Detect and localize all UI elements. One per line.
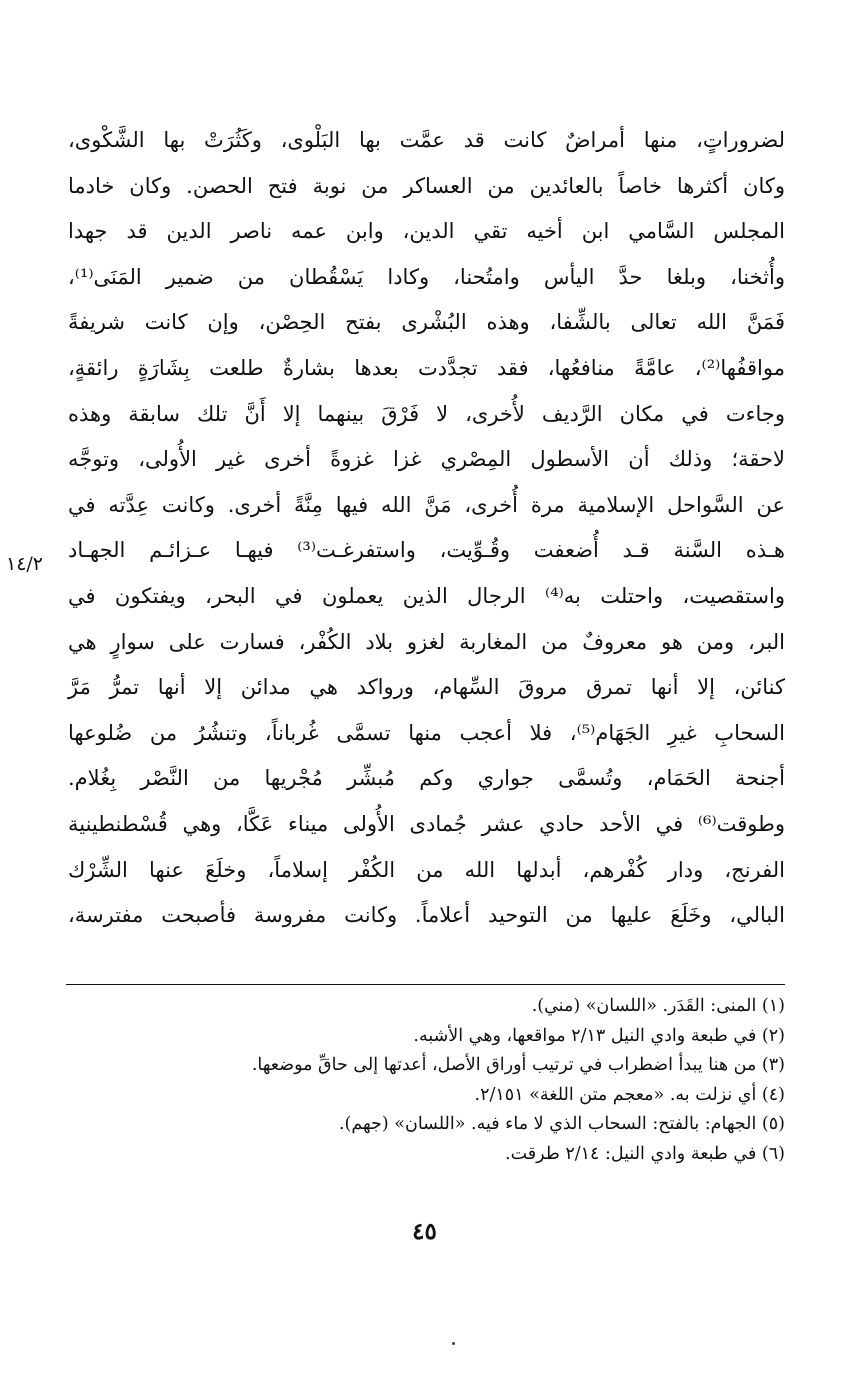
text-line: البر، ومن هو معروفٌ من المغاربة لغزو بلاد الكُفْر، فسارت على سوارٍ هي xyxy=(68,629,785,654)
text-line: عن السَّواحل الإسلامية مرة أُخرى، مَنَّ الله فيها مِنَّةً أخرى. وكانت عِدَّته في xyxy=(68,492,785,517)
main-text xyxy=(68,118,785,939)
footnote: (٣) من هنا يبدأ اضطراب في ترتيب أوراق الأصل، أعدتها إلى حاقِّ موضعها. xyxy=(251,1055,785,1075)
text-line: وكان أكثرها خاصاً بالعائدين من العساكر من نوبة فتح الحصن. وكان خادما xyxy=(68,173,785,198)
margin-reference: ١٤/٢ xyxy=(6,553,44,575)
text-line: أجنحة الحَمَام، وتُسمَّى جواري وكم مُبشِّر مُجْريها من النَّصْر بِغُلام. xyxy=(68,766,785,791)
text-line: وطوقت⁽⁶⁾ في الأحد حادي عشر جُمادى الأُولى ميناء عَكَّا، وهي قُسْطنطينية xyxy=(68,811,785,836)
text-line: لاحقة؛ وذلك أن الأسطول المِصْري غزا غزوةً أخرى غير الأُولى، وتوجَّه xyxy=(68,447,785,472)
footnote: (٤) أي نزلت به. «معجم متن اللغة» ٢/١٥١. xyxy=(474,1084,785,1105)
text-line: واستقصيت، واحتلت به⁽⁴⁾ الرجال الذين يعملون في البحر، ويفتكون في xyxy=(68,583,785,608)
text-line: كنائن، إلا أنها تمرق مروقَ السِّهام، ورواكد هي مدائن إلا أنها تمرُّ مَرَّ xyxy=(68,675,785,700)
footnote: (٢) في طبعة وادي النيل ٢/١٣ مواقعها، وهي الأشبه. xyxy=(413,1025,785,1046)
text-line: الفرنج، ودار كُفْرهم، أبدلها الله من الكُفْر إسلاماً، وخلَعَ عنها الشِّرْك xyxy=(68,857,785,882)
footnote: (٥) الجهام: بالفتح: السحاب الذي لا ماء فيه. «اللسان» (جهم). xyxy=(338,1114,785,1134)
text-line: السحابِ غيرِ الجَهَام⁽⁵⁾، فلا أعجب منها تسمَّى غُرباناً، وتنشُرُ من ضُلوعها xyxy=(68,720,785,745)
text-line: وأُثخنا، وبلغا حدَّ اليأس وامتُحنا، وكادا يَسْقُطان من ضمير المَنَى⁽¹⁾، xyxy=(68,264,785,289)
text-line: البالي، وخَلَعَ عليها من التوحيد أعلاماً. وكانت مفروسة فأصبحت مفترسة، xyxy=(68,903,785,928)
footnotes xyxy=(66,992,785,1169)
text-line: المجلس السَّامي ابن أخيه تقي الدين، وابن عمه ناصر الدين قد جهدا xyxy=(68,219,785,244)
text-line: وجاءت في مكان الرَّديف لأُخرى، لا فَرْقَ بينهما إلا أَنَّ تلك سابقة وهذه xyxy=(68,401,785,426)
text-line: فَمَنَّ الله تعالى بالشِّفا، وهذه البُشْرى بفتح الحِصْن، وإن كانت شريفةً xyxy=(68,310,785,335)
footnote: (٦) في طبعة وادي النيل: ٢/١٤ طرقت. xyxy=(505,1143,785,1164)
footnote: (١) المنى: القَدَر. «اللسان» (مني). xyxy=(531,996,785,1016)
page-number: ٤٥ xyxy=(412,1218,437,1245)
print-speck xyxy=(452,1342,455,1345)
text-line: لضروراتٍ، منها أمراضٌ كانت قد عمَّت بها البَلْوى، وكَثُرَتْ بها الشَّكْوى، xyxy=(68,128,785,152)
text-line: هـذه السَّنة قـد أُضعفت وقُـوِّيت، واستفرغـت⁽³⁾ فيهـا عـزائـم الجهـاد xyxy=(68,538,785,563)
text-line: مواقفُها⁽²⁾، عامَّةً منافعُها، فقد تجدَّدت بعدها بشارةٌ طلعت بِشَارَةٍ رائقةٍ، xyxy=(68,355,785,380)
footnote-divider xyxy=(66,984,785,985)
